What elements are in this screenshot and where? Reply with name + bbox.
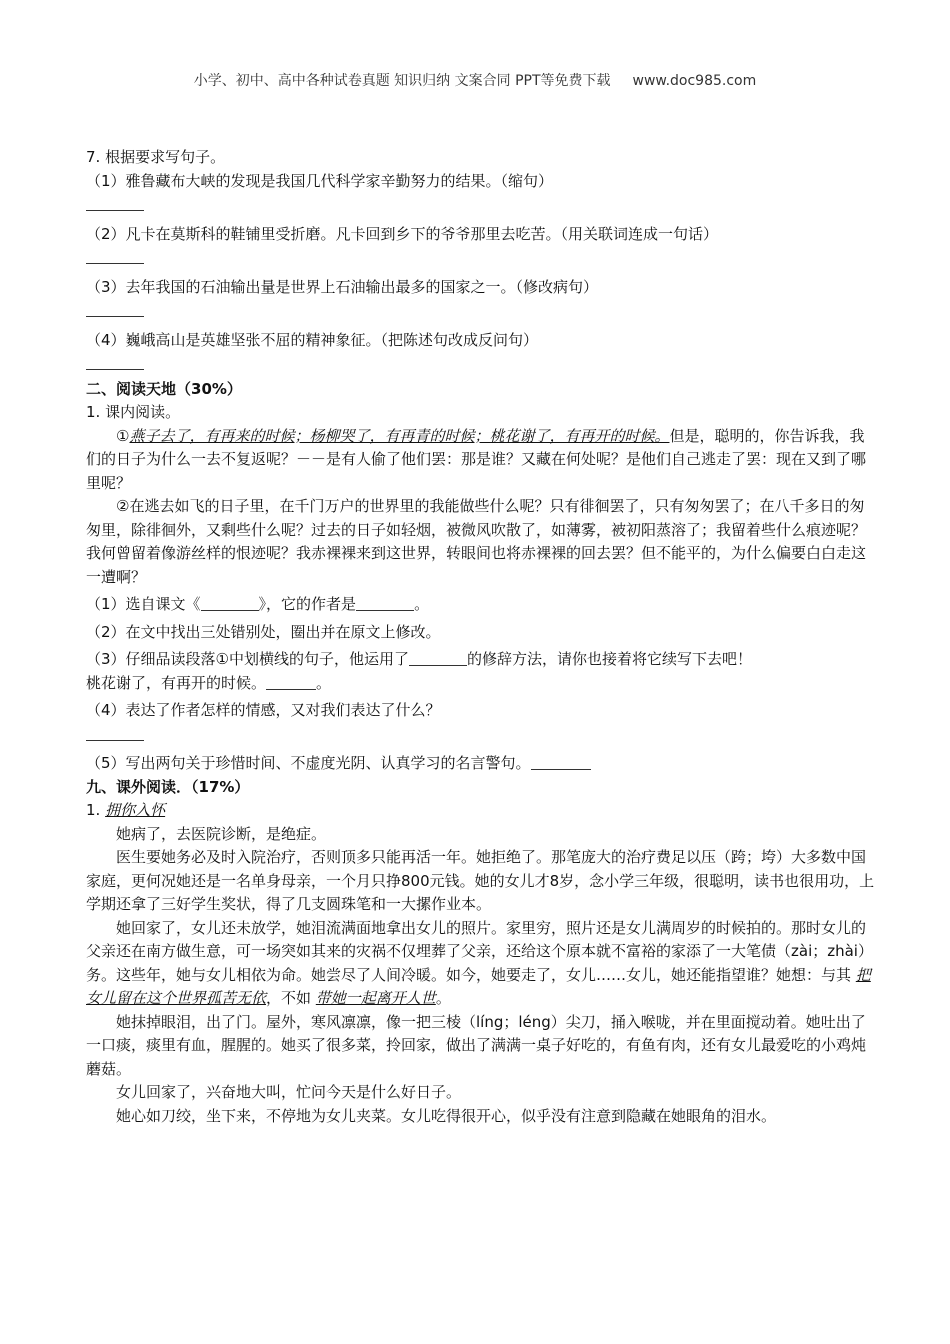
reading-question-4: （4）表达了作者怎样的情感，又对我们表达了什么？ [86,701,441,719]
passage-paragraph-1: ①燕子去了，有再来的时候；杨柳哭了，有再青的时候；桃花谢了，有再开的时候。但是，聪明的，你告诉我，我们的日子为什么一去不复返呢？－－是有人偷了他们罢：那是谁？又藏在何处呢？是他们自己逃走了罢：现在又到了哪里呢？ [86,426,867,492]
q7-sentence-1: （1）雅鲁藏布大峡的发现是我国几代科学家辛勤努力的结果。（缩句） [86,171,554,190]
story-paragraph-4: 她抹掉眼泪，出了门。屋外，寒风凛凛，像一把三棱（líng；léng）尖刀，捅入喉咙，并在里面搅动着。她吐出了一口痰，痰里有血，腥腥的。她买了很多菜，拎回家，做出了满满一桌子好吃的，有鱼有肉，还有女儿最爱吃的小鸡炖蘑菇。 [86,1012,867,1078]
q7-sentence-2: （2）凡卡在莫斯科的鞋铺里受折磨。凡卡回到乡下的爷爷那里去吃苦。（用关联词连成一句话） [86,224,719,243]
answer-line[interactable] [86,299,876,325]
page-header [0,70,950,90]
q7-sentence-4: （4）巍峨高山是英雄坚张不屈的精神象征。（把陈述句改成反问句） [86,330,539,349]
answer-line[interactable] [86,352,876,378]
answer-blank[interactable] [356,595,414,611]
story-heading: 1. 拥你入怀 [86,801,166,819]
header-text: 小学、初中、高中各种试卷真题 知识归纳 文案合同 PPT等免费下载 [193,73,611,89]
reading-question-3: （3）仔细品读段落①中划横线的句子，他运用了 的修辞方法，请你也接着将它续写下去吧！ [86,650,753,668]
reading-question-1: （1）选自课文《 》，它的作者是 。 [86,595,430,613]
header-site: www.doc985.com [632,73,757,89]
reading-question-3-line-2: 桃花谢了，有再开的时候。 。 [86,673,332,692]
section-2-subtitle: 1. 课内阅读。 [86,403,181,421]
section-9-title: 九、课外阅读．（17%） [86,777,250,796]
document-body [86,146,876,1128]
answer-line[interactable] [86,246,876,272]
underlined-phrase-1: 把女儿留在这个世界孤苦无依 [86,965,871,1007]
q7-title: 7. 根据要求写句子。 [86,148,226,166]
answer-blank[interactable] [201,595,259,611]
section-2-title: 二、阅读天地（30%） [86,379,242,398]
story-title: 拥你入怀 [105,801,166,819]
story-paragraph-3: 她回家了，女儿还未放学，她泪流满面地拿出女儿的照片。家里穷，照片还是女儿满周岁的时候拍的。那时女儿的父亲还在南方做生意，可一场突如其来的灾祸不仅埋葬了父亲，还给这个原本就不富裕的家添了一大笔债（zài；zhài）务。这些年，她与女儿相依为命。她尝尽了人间冷暖。如今，她要走了，女儿……女儿，她还能指望谁？她想：与其 把女儿留在这个世界孤苦无依，不如 带她一起离开人世。 [86,918,873,1007]
story-paragraph-2: 医生要她务必及时入院治疗，否则顶多只能再活一年。她拒绝了。那笔庞大的治疗费足以压（跨；垮）大多数中国家庭，更何况她还是一名单身母亲，一个月只挣800元钱。她的女儿才8岁，念小学三年级，很聪明，读书也很用功，上学期还拿了三好学生奖状，得了几支圆珠笔和一大摞作业本。 [86,848,875,913]
q7-sentence-3: （3）去年我国的石油输出量是世界上石油输出最多的国家之一。（修改病句） [86,277,599,296]
passage-paragraph-2: ②在逃去如飞的日子里，在千门万户的世界里的我能做些什么呢？只有徘徊罢了，只有匆匆罢了；在八千多日的匆匆里，除徘徊外，又剩些什么呢？过去的日子如轻烟，被微风吹散了，如薄雾，被初阳蒸溶了；我留着些什么痕迹呢？我何曾留着像游丝样的恨迹呢？我赤裸裸来到这世界，转眼间也将赤裸裸的回去罢？但不能平的，为什么偏要白白走这一遭啊？ [86,497,867,586]
story-paragraph-5: 女儿回家了，兴奋地大叫，忙问今天是什么好日子。 [116,1083,462,1101]
underlined-sentence: 燕子去了，有再来的时候；杨柳哭了，有再青的时候；桃花谢了，有再开的时候。 [129,426,670,445]
story-paragraph-6: 她心如刀绞，坐下来，不停地为女儿夹菜。女儿吃得很开心，似乎没有注意到隐藏在她眼角的泪水。 [116,1106,777,1125]
reading-question-5: （5）写出两句关于珍惜时间、不虚度光阴、认真学习的名言警句。 [86,752,876,776]
answer-blank[interactable] [531,754,591,770]
answer-line[interactable] [86,723,876,749]
answer-line[interactable] [86,193,876,219]
reading-question-2: （2）在文中找出三处错别处，圈出并在原文上修改。 [86,622,441,641]
answer-blank[interactable] [409,650,467,666]
underlined-phrase-2: 带她一起离开人世 [315,989,436,1007]
story-paragraph-1: 她病了，去医院诊断，是绝症。 [116,824,327,843]
answer-blank[interactable] [266,674,316,690]
